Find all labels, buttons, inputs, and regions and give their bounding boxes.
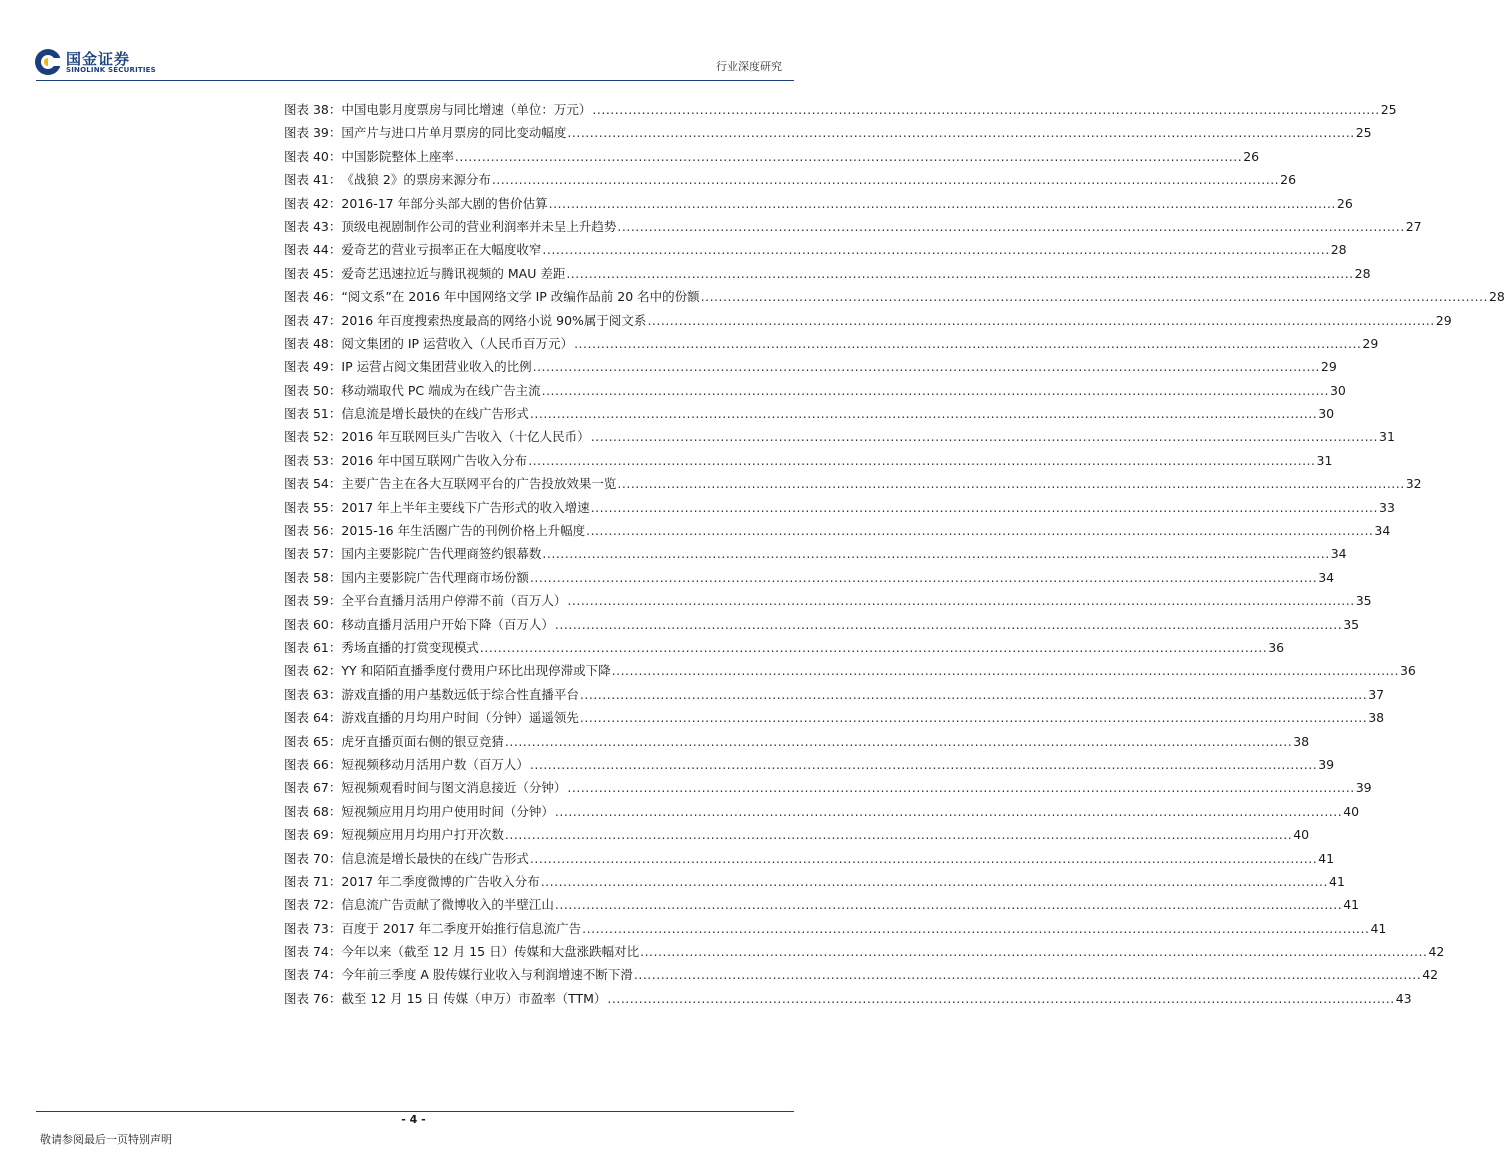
toc-entry-title: 2015-16 年生活圈广告的刊例价格上升幅度 (341, 523, 586, 539)
toc-entry[interactable] (284, 987, 1412, 1010)
toc-entry-label: 图表 60： (284, 616, 342, 632)
toc-entry-page: 25 (1355, 125, 1372, 141)
toc-entry-label: 图表 52： (284, 429, 342, 445)
toc-entry-title: 秀场直播的打赏变现模式 (341, 639, 479, 655)
toc-entry[interactable] (284, 121, 1372, 144)
toc-entry-page: 26 (1280, 172, 1297, 188)
toc-entry[interactable] (284, 730, 1310, 753)
toc-entry-page: 39 (1355, 780, 1372, 796)
toc-entry-page: 41 (1370, 920, 1387, 936)
toc-entry-title: 今年前三季度 A 股传媒行业收入与利润增速不断下滑 (341, 967, 633, 983)
toc-leader-dots (566, 262, 1353, 285)
toc-entry[interactable] (284, 589, 1372, 612)
toc-entry[interactable] (284, 659, 1416, 682)
toc-entry-title: 游戏直播的用户基数远低于综合性直播平台 (341, 686, 579, 702)
toc-entry-label: 图表 40： (284, 148, 342, 164)
toc-entry-page: 32 (1405, 476, 1422, 492)
toc-entry-title: 短视频移动月活用户数（百万人） (341, 756, 529, 772)
toc-entry-title: IP 运营占阅文集团营业收入的比例 (341, 359, 532, 375)
toc-entry-title: 短视频应用月均用户使用时间（分钟） (341, 803, 554, 819)
logo-chinese-name: 国金证券 (66, 50, 131, 68)
toc-entry-title: 2016 年互联网巨头广告收入（十亿人民币） (341, 429, 590, 445)
toc-leader-dots (530, 847, 1317, 870)
toc-leader-dots (567, 589, 1354, 612)
toc-entry[interactable] (284, 168, 1297, 191)
toc-entry-title: 2017 年二季度微博的广告收入分布 (341, 873, 540, 889)
toc-entry-page: 28 (1488, 289, 1505, 305)
toc-entry[interactable] (284, 402, 1335, 425)
toc-entry-page: 31 (1316, 452, 1333, 468)
sinolink-logo-icon (34, 48, 62, 76)
toc-entry-page: 30 (1329, 382, 1346, 398)
report-type-label: 行业深度研究 (716, 60, 782, 73)
toc-entry-label: 图表 59： (284, 593, 342, 609)
toc-leader-dots (574, 332, 1361, 355)
toc-entry-page: 38 (1368, 710, 1385, 726)
toc-entry-page: 25 (1380, 102, 1397, 117)
toc-leader-dots (567, 121, 1354, 144)
toc-entry[interactable] (284, 917, 1387, 940)
toc-entry-page: 28 (1354, 265, 1371, 281)
toc-entry-label: 图表 74： (284, 967, 342, 983)
toc-entry[interactable] (284, 800, 1360, 823)
toc-entry-title: 国产片与进口片单月票房的同比变动幅度 (341, 125, 567, 141)
toc-entry[interactable] (284, 145, 1260, 168)
toc-entry-title: 虎牙直播页面右侧的银豆竞猜 (341, 733, 504, 749)
toc-entry[interactable] (284, 683, 1385, 706)
toc-entry[interactable] (284, 238, 1347, 261)
toc-entry[interactable] (284, 870, 1345, 893)
toc-entry-label: 图表 49： (284, 359, 342, 375)
toc-entry-label: 图表 62： (284, 663, 342, 679)
toc-entry-page: 34 (1318, 569, 1335, 585)
toc-leader-dots (528, 449, 1315, 472)
toc-entry-label: 图表 64： (284, 710, 342, 726)
toc-leader-dots (591, 496, 1378, 519)
toc-entry-page: 43 (1395, 990, 1412, 1006)
disclaimer-text: 敬请参阅最后一页特别声明 (40, 1133, 172, 1146)
toc-leader-dots (555, 613, 1342, 636)
toc-entry-label: 图表 69： (284, 827, 342, 843)
toc-entry[interactable] (284, 940, 1445, 963)
toc-entry[interactable] (284, 706, 1385, 729)
toc-entry[interactable] (284, 519, 1391, 542)
toc-entry-label: 图表 56： (284, 523, 342, 539)
toc-leader-dots (533, 355, 1320, 378)
toc-entry-label: 图表 46： (284, 289, 342, 305)
toc-entry[interactable] (284, 613, 1360, 636)
toc-entry[interactable] (284, 753, 1335, 776)
toc-leader-dots (505, 823, 1292, 846)
toc-entry-title: 截至 12 月 15 日 传媒（申万）市盈率（TTM） (341, 990, 607, 1006)
toc-entry-label: 图表 38： (284, 102, 342, 117)
toc-entry-label: 图表 71： (284, 873, 342, 889)
toc-entry-label: 图表 48： (284, 335, 342, 351)
toc-entry[interactable] (284, 192, 1353, 215)
toc-entry-label: 图表 65： (284, 733, 342, 749)
toc-entry-page: 39 (1318, 756, 1335, 772)
toc-entry[interactable] (284, 98, 1397, 121)
toc-entry-title: 游戏直播的月均用户时间（分钟）遥遥领先 (341, 710, 579, 726)
toc-entry-page: 34 (1374, 523, 1391, 539)
toc-entry-title: 2016 年百度搜索热度最高的网络小说 90%属于阅文系 (341, 312, 647, 328)
toc-entry-page: 33 (1379, 499, 1395, 515)
toc-leader-dots (480, 636, 1267, 659)
toc-leader-dots (530, 402, 1317, 425)
toc-leader-dots (542, 238, 1329, 261)
toc-entry-page: 42 (1428, 944, 1445, 960)
toc-entry-label: 图表 73： (284, 920, 342, 936)
toc-entry[interactable] (284, 425, 1395, 448)
toc-leader-dots (634, 963, 1421, 986)
toc-entry-page: 36 (1399, 663, 1416, 679)
toc-leader-dots (617, 215, 1404, 238)
toc-entry-page: 35 (1355, 593, 1372, 609)
toc-entry-title: 国内主要影院广告代理商签约银幕数 (341, 546, 542, 562)
toc-entry-page: 34 (1330, 546, 1347, 562)
toc-leader-dots (580, 683, 1367, 706)
toc-entry-title: 阅文集团的 IP 运营收入（人民币百万元） (341, 335, 574, 351)
toc-entry-page: 29 (1435, 312, 1452, 328)
toc-leader-dots (505, 730, 1292, 753)
toc-leader-dots (455, 145, 1242, 168)
toc-entry-page: 29 (1362, 335, 1379, 351)
toc-entry-label: 图表 39： (284, 125, 342, 141)
toc-entry-title: 信息流是增长最快的在线广告形式 (341, 850, 529, 866)
toc-entry-label: 图表 63： (284, 686, 342, 702)
toc-entry-page: 42 (1422, 967, 1439, 983)
footer-rule (36, 1111, 794, 1112)
toc-entry-page: 38 (1293, 733, 1310, 749)
toc-entry-label: 图表 55： (284, 499, 342, 515)
toc-entry-title: 移动直播月活用户开始下降（百万人） (341, 616, 554, 632)
toc-entry-label: 图表 47： (284, 312, 342, 328)
toc-entry[interactable] (284, 262, 1371, 285)
toc-leader-dots (530, 566, 1317, 589)
toc-entry-title: 信息流广告贡献了微博收入的半壁江山 (341, 897, 554, 913)
toc-entry-page: 35 (1343, 616, 1360, 632)
toc-entry-label: 图表 74： (284, 944, 342, 960)
toc-entry-label: 图表 67： (284, 780, 342, 796)
toc-entry[interactable] (284, 285, 1505, 308)
toc-entry-title: 今年以来（截至 12 月 15 日）传媒和大盘涨跌幅对比 (341, 944, 640, 960)
toc-entry-label: 图表 61： (284, 639, 342, 655)
toc-entry[interactable] (284, 472, 1422, 495)
toc-leader-dots (555, 893, 1342, 916)
toc-entry[interactable] (284, 215, 1422, 238)
toc-entry-title: “阅文系”在 2016 年中国网络文学 IP 改编作品前 20 名中的份额 (341, 289, 700, 305)
toc-leader-dots (549, 192, 1336, 215)
toc-leader-dots (612, 659, 1399, 682)
toc-entry[interactable] (284, 496, 1395, 519)
toc-entry-title: 中国电影月度票房与同比增速（单位：万元） (341, 102, 592, 117)
toc-entry-label: 图表 66： (284, 756, 342, 772)
toc-entry-page: 41 (1318, 850, 1335, 866)
toc-entry-title: 爱奇艺迅速拉近与腾讯视频的 MAU 差距 (341, 265, 566, 281)
toc-entry-title: YY 和陌陌直播季度付费用户环比出现停滞或下降 (341, 663, 611, 679)
toc-leader-dots (592, 98, 1379, 121)
toc-leader-dots (591, 425, 1378, 448)
toc-entry-page: 30 (1318, 406, 1335, 422)
toc-entry[interactable] (284, 776, 1372, 799)
toc-entry-label: 图表 43： (284, 218, 342, 234)
toc-leader-dots (580, 706, 1367, 729)
toc-entry-page: 41 (1343, 897, 1360, 913)
toc-entry-label: 图表 70： (284, 850, 342, 866)
toc-leader-dots (542, 542, 1329, 565)
toc-entry-page: 26 (1243, 148, 1260, 164)
toc-entry-page: 36 (1268, 639, 1285, 655)
toc-entry-page: 27 (1405, 218, 1422, 234)
toc-entry-title: 移动端取代 PC 端成为在线广告主流 (341, 382, 541, 398)
toc-entry[interactable] (284, 566, 1335, 589)
toc-leader-dots (701, 285, 1488, 308)
toc-entry[interactable] (284, 636, 1285, 659)
toc-entry-label: 图表 42： (284, 195, 342, 211)
toc-entry-title: 中国影院整体上座率 (341, 148, 454, 164)
toc-leader-dots (530, 753, 1317, 776)
toc-entry-page: 40 (1343, 803, 1360, 819)
toc-entry-label: 图表 57： (284, 546, 342, 562)
logo-english-name: SINOLINK SECURITIES (66, 66, 156, 74)
toc-leader-dots (640, 940, 1427, 963)
toc-entry-label: 图表 76： (284, 990, 342, 1006)
toc-entry-title: 2016 年中国互联网广告收入分布 (341, 452, 528, 468)
toc-entry-label: 图表 58： (284, 569, 342, 585)
toc-entry-page: 28 (1330, 242, 1347, 258)
toc-entry-title: 百度于 2017 年二季度开始推行信息流广告 (341, 920, 582, 936)
toc-entry-title: 爱奇艺的营业亏损率正在大幅度收窄 (341, 242, 542, 258)
toc-entry-title: 2017 年上半年主要线下广告形式的收入增速 (341, 499, 590, 515)
toc-entry-title: 国内主要影院广告代理商市场份额 (341, 569, 529, 585)
toc-entry-page: 37 (1368, 686, 1385, 702)
toc-entry[interactable] (284, 309, 1452, 332)
toc-entry-label: 图表 68： (284, 803, 342, 819)
toc-entry[interactable] (284, 542, 1347, 565)
toc-leader-dots (555, 800, 1342, 823)
toc-entry[interactable] (284, 823, 1310, 846)
toc-entry-title: 顶级电视剧制作公司的营业利润率并未呈上升趋势 (341, 218, 617, 234)
toc-entry-page: 40 (1293, 827, 1310, 843)
toc-leader-dots (542, 379, 1329, 402)
toc-entry-label: 图表 53： (284, 452, 342, 468)
toc-entry-label: 图表 54： (284, 476, 342, 492)
toc-entry-page: 41 (1329, 873, 1345, 889)
toc-entry-title: 《战狼 2》的票房来源分布 (341, 172, 491, 188)
toc-entry-label: 图表 45： (284, 265, 342, 281)
toc-entry-label: 图表 44： (284, 242, 342, 258)
toc-entry-label: 图表 51： (284, 406, 342, 422)
toc-entry-label: 图表 72： (284, 897, 342, 913)
toc-entry[interactable] (284, 379, 1346, 402)
toc-entry-label: 图表 50： (284, 382, 342, 398)
toc-entry-title: 2016-17 年部分头部大剧的售价估算 (341, 195, 548, 211)
toc-entry[interactable] (284, 893, 1360, 916)
toc-entry[interactable] (284, 332, 1379, 355)
toc-leader-dots (492, 168, 1279, 191)
toc-entry-page: 29 (1320, 359, 1337, 375)
toc-entry[interactable] (284, 847, 1335, 870)
toc-leader-dots (586, 519, 1373, 542)
page-number: - 4 - (401, 1113, 426, 1126)
toc-leader-dots (582, 917, 1369, 940)
toc-entry-title: 信息流是增长最快的在线广告形式 (341, 406, 529, 422)
toc-entry[interactable] (284, 449, 1333, 472)
header-rule (36, 80, 794, 81)
toc-leader-dots (617, 472, 1404, 495)
toc-leader-dots (567, 776, 1354, 799)
table-of-figures (284, 98, 1505, 1010)
toc-entry[interactable] (284, 355, 1337, 378)
toc-entry-page: 26 (1336, 195, 1353, 211)
toc-entry-label: 图表 41： (284, 172, 342, 188)
toc-entry[interactable] (284, 963, 1439, 986)
toc-leader-dots (607, 987, 1394, 1010)
toc-leader-dots (541, 870, 1328, 893)
toc-entry-title: 全平台直播月活用户停滞不前（百万人） (341, 593, 567, 609)
toc-entry-title: 主要广告主在各大互联网平台的广告投放效果一览 (341, 476, 617, 492)
toc-entry-page: 31 (1379, 429, 1395, 445)
toc-entry-title: 短视频观看时间与图文消息接近（分钟） (341, 780, 567, 796)
toc-entry-title: 短视频应用月均用户打开次数 (341, 827, 504, 843)
toc-leader-dots (647, 309, 1434, 332)
